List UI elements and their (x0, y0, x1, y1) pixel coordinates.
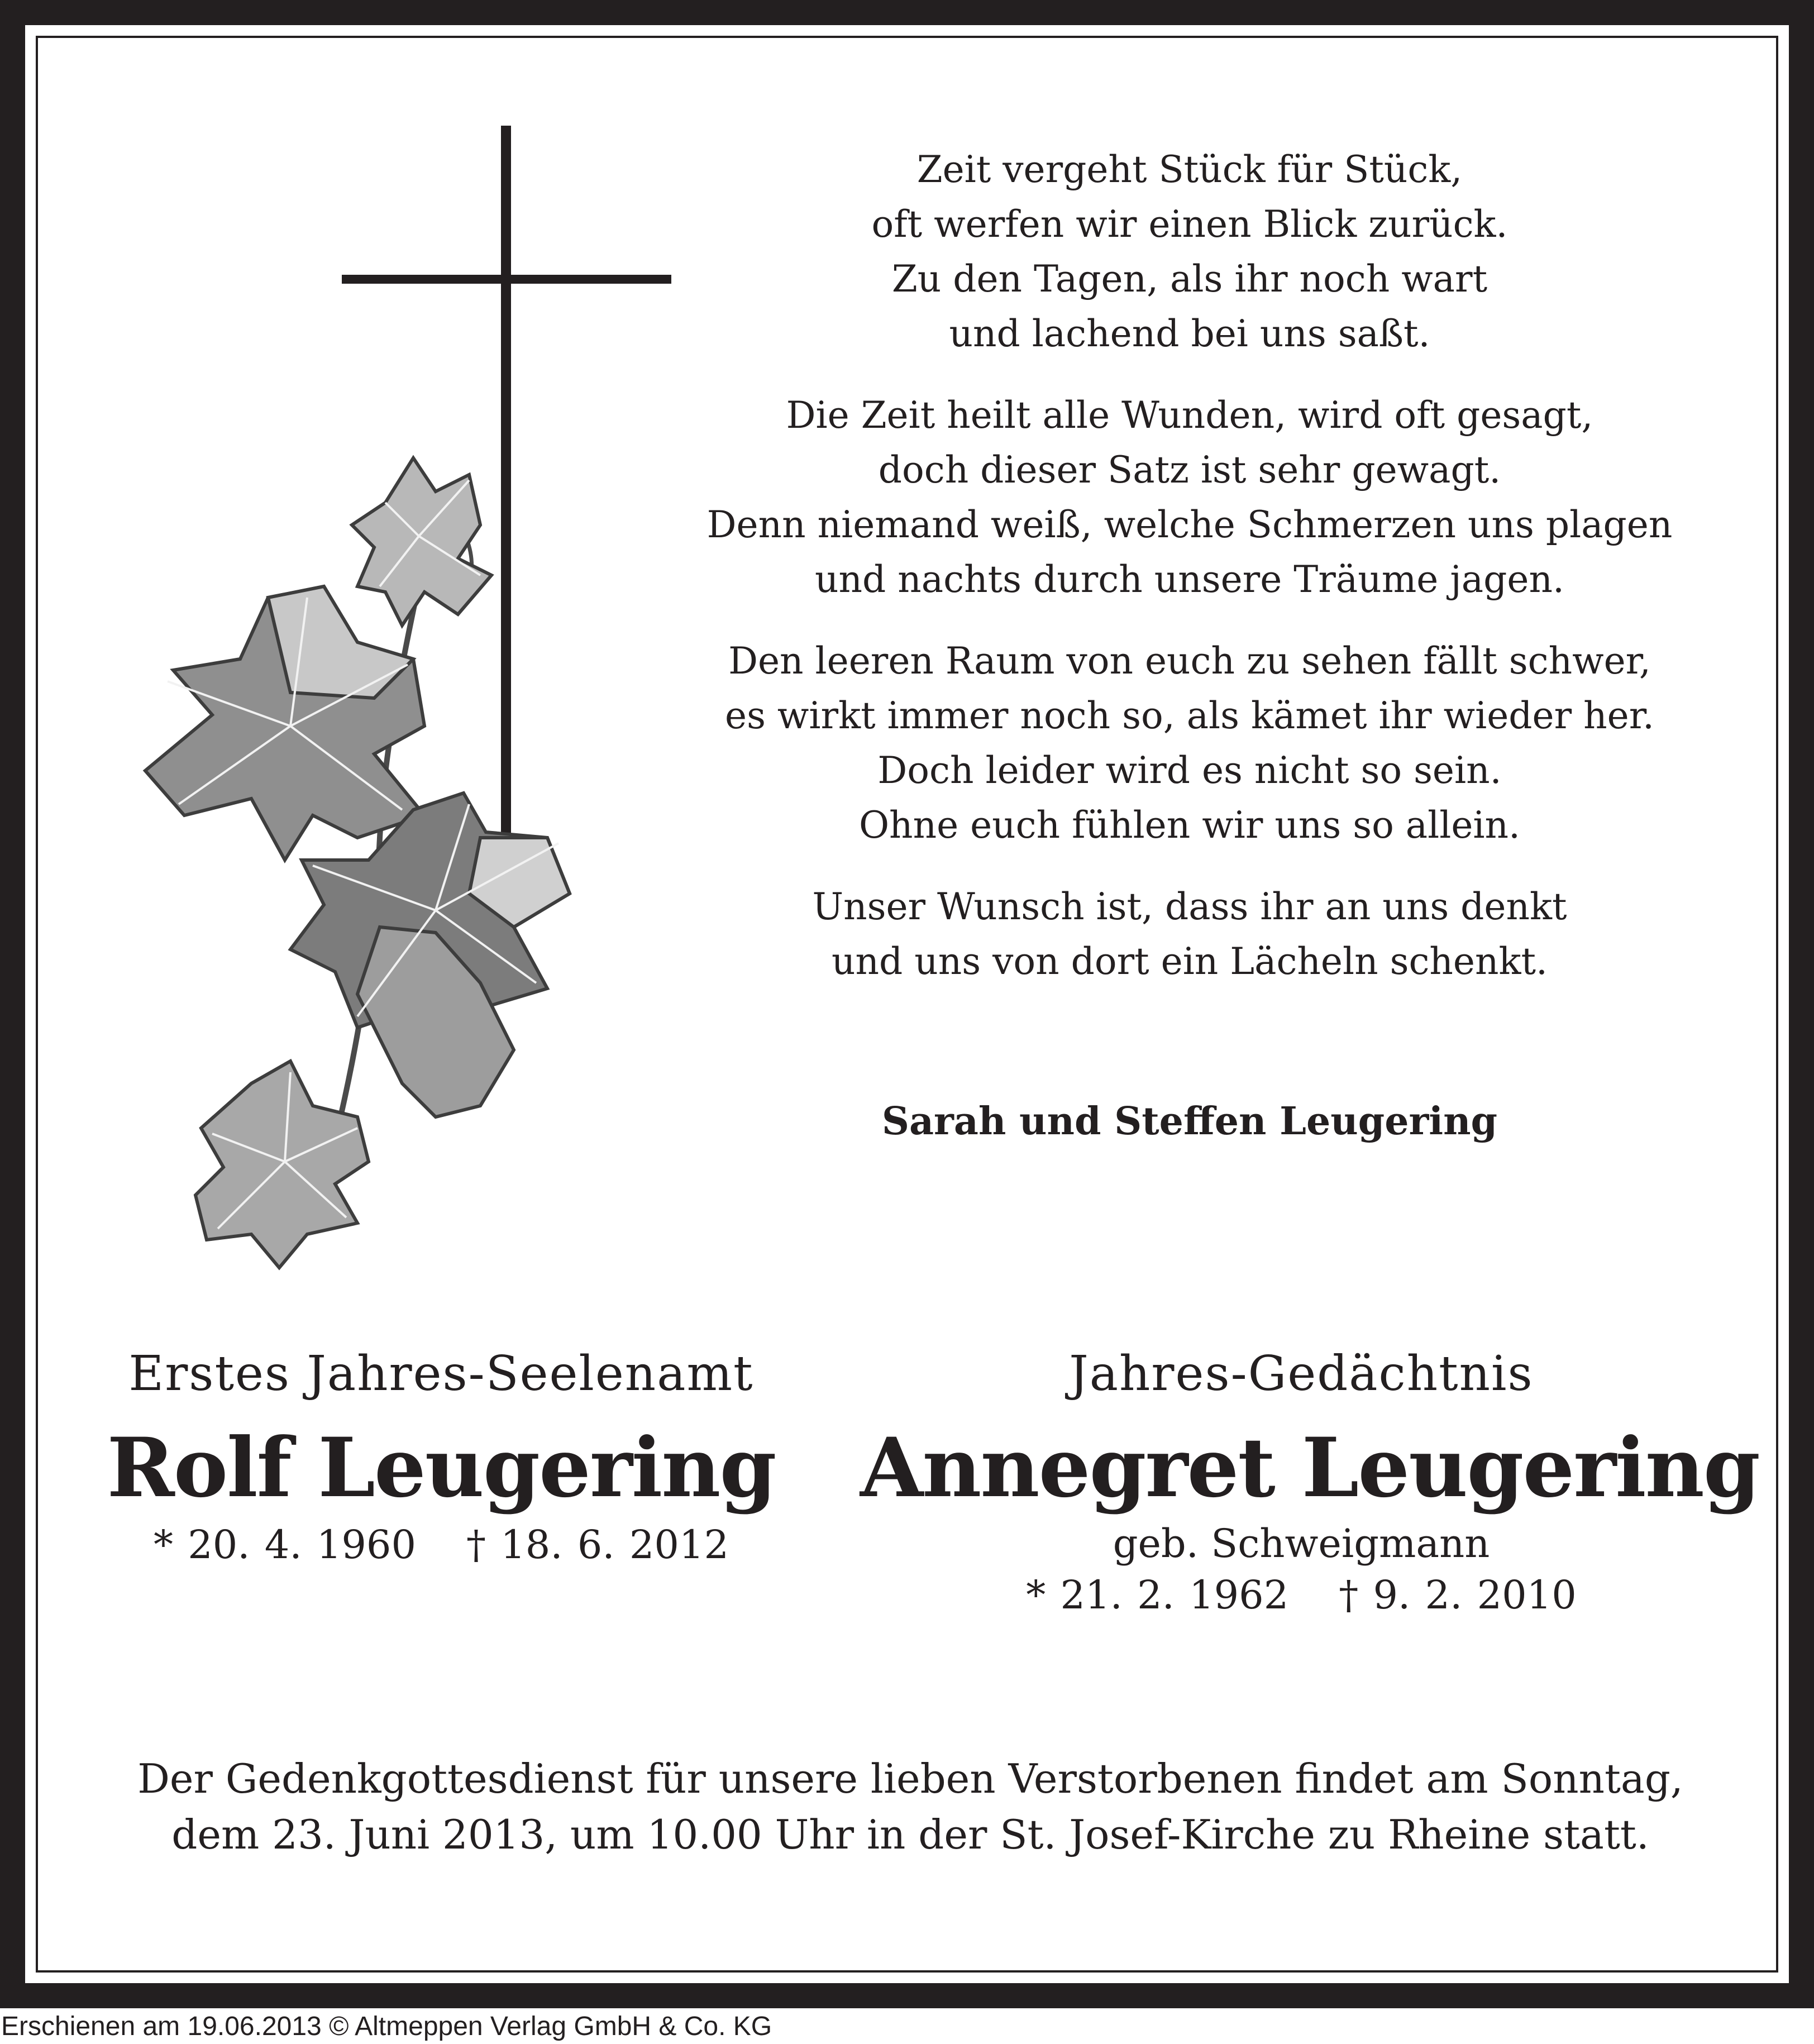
poem-line: Zeit vergeht Stück für Stück, (916, 148, 1463, 191)
poem-line: oft werfen wir einen Blick zurück. (871, 203, 1508, 246)
birth-date: * 21. 2. 1962 (1026, 1572, 1289, 1618)
death-date: † 9. 2. 2010 (1339, 1572, 1577, 1618)
poem-line: und uns von dort ein Lächeln schenkt. (831, 940, 1548, 983)
poem-stanza (659, 634, 1720, 853)
maiden-name: geb. Schweigmann (1113, 1521, 1490, 1567)
poem-stanza (659, 388, 1720, 607)
deceased-annegret (860, 1343, 1759, 1621)
poem-line: Ohne euch fühlen wir uns so allein. (858, 804, 1521, 847)
service-line: dem 23. Juni 2013, um 10.00 Uhr in der St. Josef-Kirche zu Rheine statt. (171, 1811, 1649, 1858)
poem-line: Die Zeit heilt alle Wunden, wird oft gesagt, (786, 394, 1593, 437)
poem-line: Denn niemand weiß, welche Schmerzen uns plagen (706, 503, 1673, 546)
poem-line: und nachts durch unsere Träume jagen. (815, 558, 1564, 601)
poem-line: es wirkt immer noch so, als kämet ihr wieder her. (725, 694, 1654, 737)
poem-line: Zu den Tagen, als ihr noch wart (891, 257, 1488, 300)
cross-ivy-illustration (123, 112, 681, 1284)
publication-footer: Erschienen am 19.06.2013 © Altmeppen Verlag GmbH & Co. KG (1, 2012, 772, 2041)
life-dates (95, 1518, 787, 1571)
poem-line: doch dieser Satz ist sehr gewagt. (878, 448, 1501, 491)
life-dates (860, 1569, 1743, 1621)
poem-line: Unser Wunsch ist, dass ihr an uns denkt (812, 885, 1567, 928)
memorial-poem (659, 142, 1720, 1016)
service-line: Der Gedenkgottesdienst für unsere lieben Verstorbenen findet am Sonntag, (137, 1755, 1683, 1802)
memorial-service-notice (112, 1751, 1709, 1862)
death-date: † 18. 6. 2012 (466, 1522, 729, 1568)
poem-line: Doch leider wird es nicht so sein. (877, 749, 1502, 792)
poem-stanza (659, 142, 1720, 361)
family-signature: Sarah und Steffen Leugering (881, 1099, 1498, 1144)
deceased-name: Rolf Leugering (107, 1420, 776, 1516)
deceased-rolf (95, 1343, 787, 1571)
poem-line: und lachend bei uns saßt. (949, 312, 1430, 355)
occasion-title: Jahres-Gedächtnis (1069, 1346, 1534, 1402)
poem-stanza (659, 880, 1720, 989)
poem-line: Den leeren Raum von euch zu sehen fällt schwer, (728, 639, 1651, 682)
deceased-name: Annegret Leugering (860, 1420, 1759, 1516)
birth-date: * 20. 4. 1960 (153, 1522, 416, 1568)
occasion-title: Erstes Jahres-Seelenamt (128, 1346, 754, 1402)
